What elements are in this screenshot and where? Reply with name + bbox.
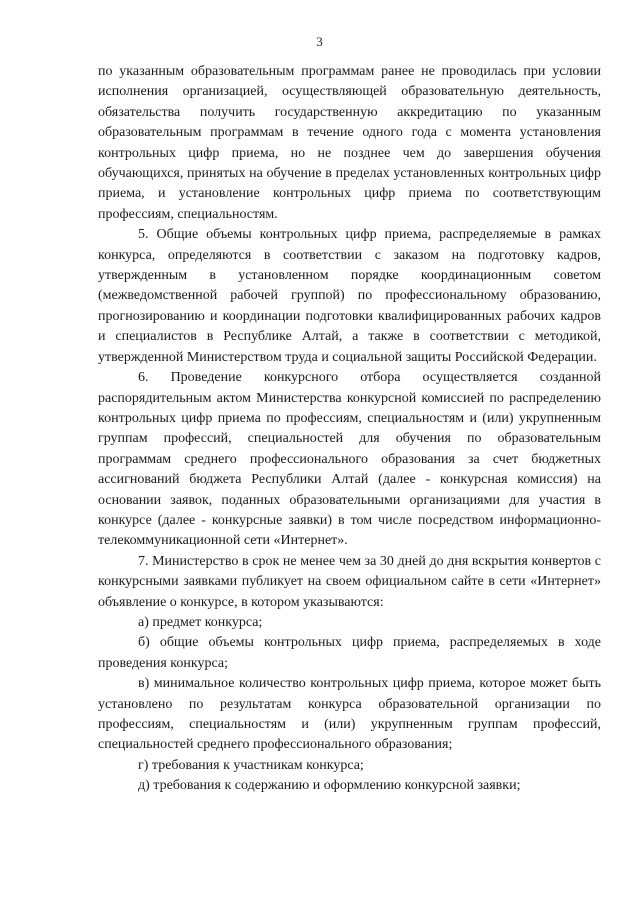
list-item-g: г) требования к участникам конкурса; [138, 757, 364, 773]
paragraph-continuation: по указанным образовательным программам ранее не проводилась при условии исполнения организацией, осуществляющей образовательную деятельность, обязательства получить государственную аккредитацию по указанным образовательным программам в течение одного года с момента установления контрольных цифр приема, но не позднее чем до завершения обучения обучающихся, принятых на обучение в пределах установленных контрольных цифр приема, и установление контрольных цифр приема по соответствующим профессиям, специальностям. [98, 64, 601, 222]
paragraph-7: 7. Министерство в срок не менее чем за 30 дней до дня вскрытия конвертов с конкурсными заявками публикует на своем официальном сайте в сети «Интернет» объявление о конкурсе, в котором указываются: [98, 553, 601, 610]
list-item-v: в) минимальное количество контрольных цифр приема, которое может быть установлено по результатам конкурса образовательной организации по профессиям, специальностям и (или) укрупненным группам профессий, специальностей среднего профессионального образования; [98, 676, 601, 753]
paragraph-5: 5. Общие объемы контрольных цифр приема, распределяемые в рамках конкурса, определяются в соответствии с заказом на подготовку кадров, утвержденным в установленном порядке координационным советом (межведомственной рабочей группой) по профессиональному образованию, прогнозированию и координации подготовки квалифицированных рабочих кадров и специалистов в Республике Алтай, а также в соответствии с методикой, утвержденной Министерством труда и социальной защиты Российской Федерации. [98, 227, 601, 365]
page-number: 3 [316, 34, 323, 49]
list-item-d: д) требования к содержанию и оформлению конкурсной заявки; [138, 778, 521, 794]
paragraph-6: 6. Проведение конкурсного отбора осуществляется созданной распорядительным актом Министерства конкурсной комиссией по распределению контрольных цифр приема по профессиям, специальностям и (или) укрупненным группам профессий, специальностей для обучения по образовательным программам среднего профессионального образования за счет бюджетных ассигнований бюджета Республики Алтай (далее - конкурсная комиссия) на основании заявок, поданных образовательными организациями для участия в конкурсе (далее - конкурсные заявки) в том числе посредством информационно-телекоммуникационной сети «Интернет». [98, 370, 601, 549]
list-item-b: б) общие объемы контрольных цифр приема, распределяемых в ходе проведения конкурса; [98, 635, 601, 671]
document-body [98, 62, 601, 797]
list-item-a: а) предмет конкурса; [138, 614, 263, 630]
